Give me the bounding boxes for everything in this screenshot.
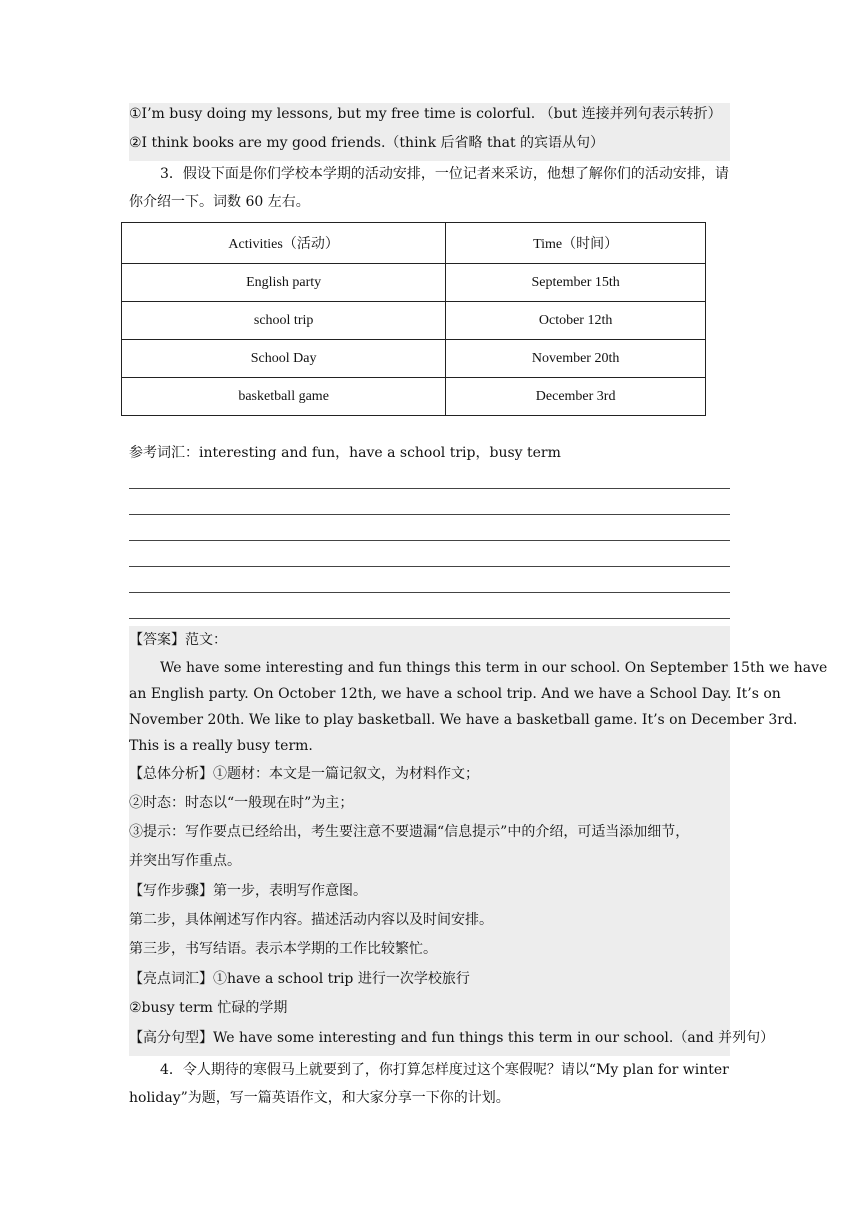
analysis-line: 【写作步骤】第一步，表明写作意图。: [129, 883, 367, 899]
answer-line: ②I think books are my good friends.（think 后省略 that 的宾语从句）: [129, 135, 605, 151]
analysis-line: ③提示：写作要点已经给出，考生要注意不要遗漏“信息提示”中的介绍，可适当添加细节，: [129, 824, 690, 840]
answer-heading: 【答案】范文：: [129, 632, 227, 648]
analysis-line: 并突出写作重点。: [129, 853, 241, 869]
analysis-line: ②时态：时态以“一般现在时”为主；: [129, 795, 354, 811]
essay-line: November 20th. We like to play basketball. We have a basketball game. It’s on December 3rd.: [129, 712, 798, 728]
essay-line: an English party. On October 12th, we have a school trip. And we have a School Day. It’s on: [129, 686, 781, 702]
essay-line: This is a really busy term.: [129, 738, 313, 754]
writing-line: [129, 618, 730, 619]
analysis-line: 第三步，书写结语。表示本学期的工作比较繁忙。: [129, 941, 437, 957]
table-row: [122, 302, 706, 340]
analysis-line: 第二步，具体阐述写作内容。描述活动内容以及时间安排。: [129, 912, 493, 928]
table-header-cell: Time（时间）: [446, 223, 706, 264]
activity-table: [121, 222, 706, 416]
analysis-line: 【亮点词汇】①have a school trip 进行一次学校旅行: [129, 971, 470, 987]
question-4-prompt: 4．令人期待的寒假马上就要到了，你打算怎样度过这个寒假呢？请以“My plan for winter holiday”为题，写一篇英语作文，和大家分享一下你的计划。: [129, 1062, 729, 1106]
question-3-prompt: 3．假设下面是你们学校本学期的活动安排，一位记者来采访，他想了解你们的活动安排，请你介绍一下。词数 60 左右。: [129, 166, 729, 210]
table-row: [122, 264, 706, 302]
table-cell: English party: [122, 264, 446, 302]
analysis-line: 【高分句型】We have some interesting and fun things this term in our school.（and 并列句）: [129, 1030, 775, 1046]
table-header-cell: Activities（活动）: [122, 223, 446, 264]
writing-line: [129, 592, 730, 593]
writing-line: [129, 540, 730, 541]
table-cell: November 20th: [446, 340, 706, 378]
table-cell: October 12th: [446, 302, 706, 340]
vocabulary-hint: 参考词汇：interesting and fun，have a school trip，busy term: [129, 445, 561, 461]
writing-line: [129, 488, 730, 489]
analysis-line: 【总体分析】①题材：本文是一篇记叙文，为材料作文；: [129, 766, 479, 782]
table-row: [122, 340, 706, 378]
writing-line: [129, 566, 730, 567]
analysis-line: ②busy term 忙碌的学期: [129, 1000, 288, 1016]
table-cell: September 15th: [446, 264, 706, 302]
writing-line: [129, 514, 730, 515]
table-cell: School Day: [122, 340, 446, 378]
table-cell: December 3rd: [446, 378, 706, 416]
table-cell: school trip: [122, 302, 446, 340]
table-cell: basketball game: [122, 378, 446, 416]
table-row: [122, 378, 706, 416]
answer-line: ①I’m busy doing my lessons, but my free time is colorful. （but 连接并列句表示转折）: [129, 106, 722, 122]
essay-line: We have some interesting and fun things this term in our school. On September 15th we have: [160, 660, 828, 676]
table-header-row: [122, 223, 706, 264]
